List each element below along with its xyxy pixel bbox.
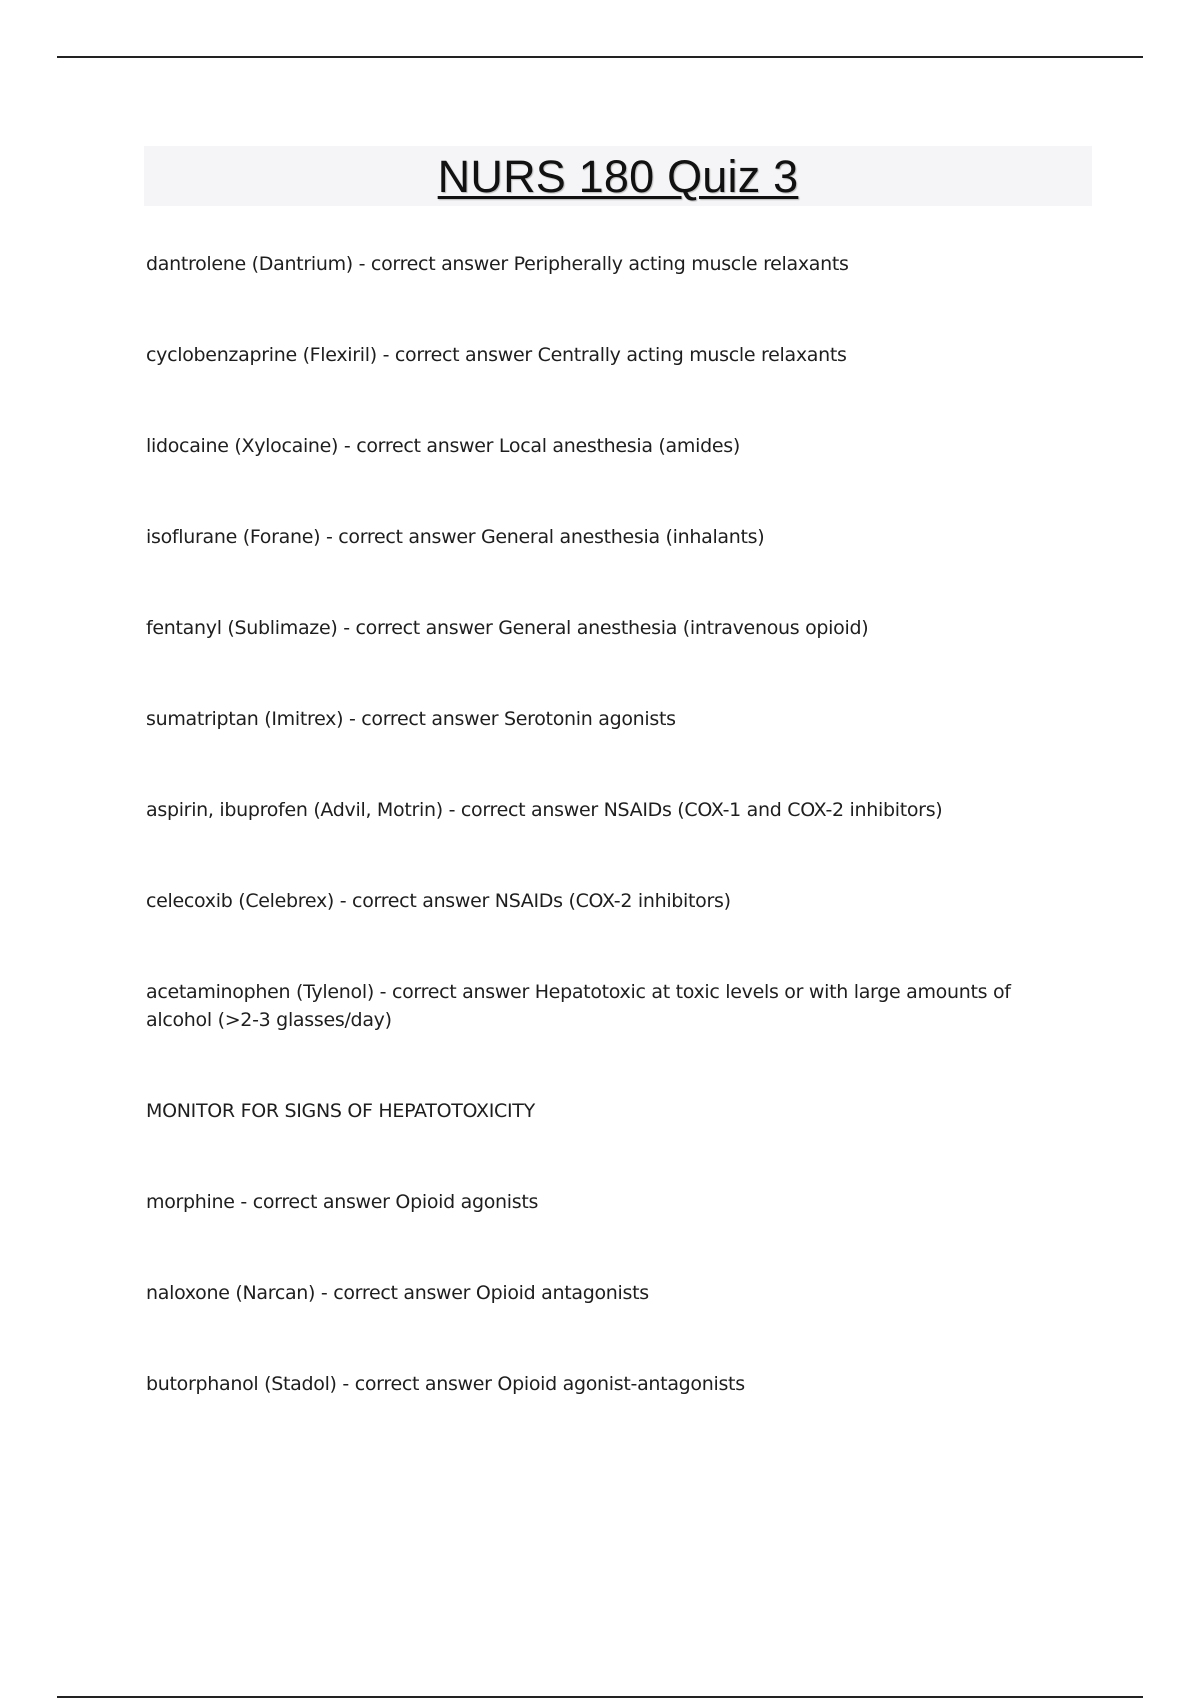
list-item: dantrolene (Dantrium) - correct answer Peripherally acting muscle relaxants (146, 253, 849, 275)
flashcard-list (146, 250, 1076, 1461)
bottom-divider (57, 1696, 1143, 1698)
list-item: butorphanol (Stadol) - correct answer Opioid agonist-antagonists (146, 1373, 745, 1395)
list-item: lidocaine (Xylocaine) - correct answer Local anesthesia (amides) (146, 435, 740, 457)
list-item: cyclobenzaprine (Flexiril) - correct answer Centrally acting muscle relaxants (146, 344, 847, 366)
list-item: isoflurane (Forane) - correct answer General anesthesia (inhalants) (146, 526, 765, 548)
list-item: acetaminophen (Tylenol) - correct answer Hepatotoxic at toxic levels or with large amounts of alcohol (>2-3 glasses/day) (146, 981, 1011, 1031)
list-item: sumatriptan (Imitrex) - correct answer Serotonin agonists (146, 708, 676, 730)
list-item: naloxone (Narcan) - correct answer Opioid antagonists (146, 1282, 649, 1304)
top-divider (57, 56, 1143, 58)
list-item: MONITOR FOR SIGNS OF HEPATOTOXICITY (146, 1100, 535, 1122)
list-item: fentanyl (Sublimaze) - correct answer General anesthesia (intravenous opioid) (146, 617, 869, 639)
title-band (144, 146, 1092, 206)
page-title: NURS 180 Quiz 3 (437, 150, 799, 202)
list-item: celecoxib (Celebrex) - correct answer NSAIDs (COX-2 inhibitors) (146, 890, 731, 912)
list-item: aspirin, ibuprofen (Advil, Motrin) - correct answer NSAIDs (COX-1 and COX-2 inhibitors) (146, 799, 943, 821)
list-item: morphine - correct answer Opioid agonists (146, 1191, 539, 1213)
